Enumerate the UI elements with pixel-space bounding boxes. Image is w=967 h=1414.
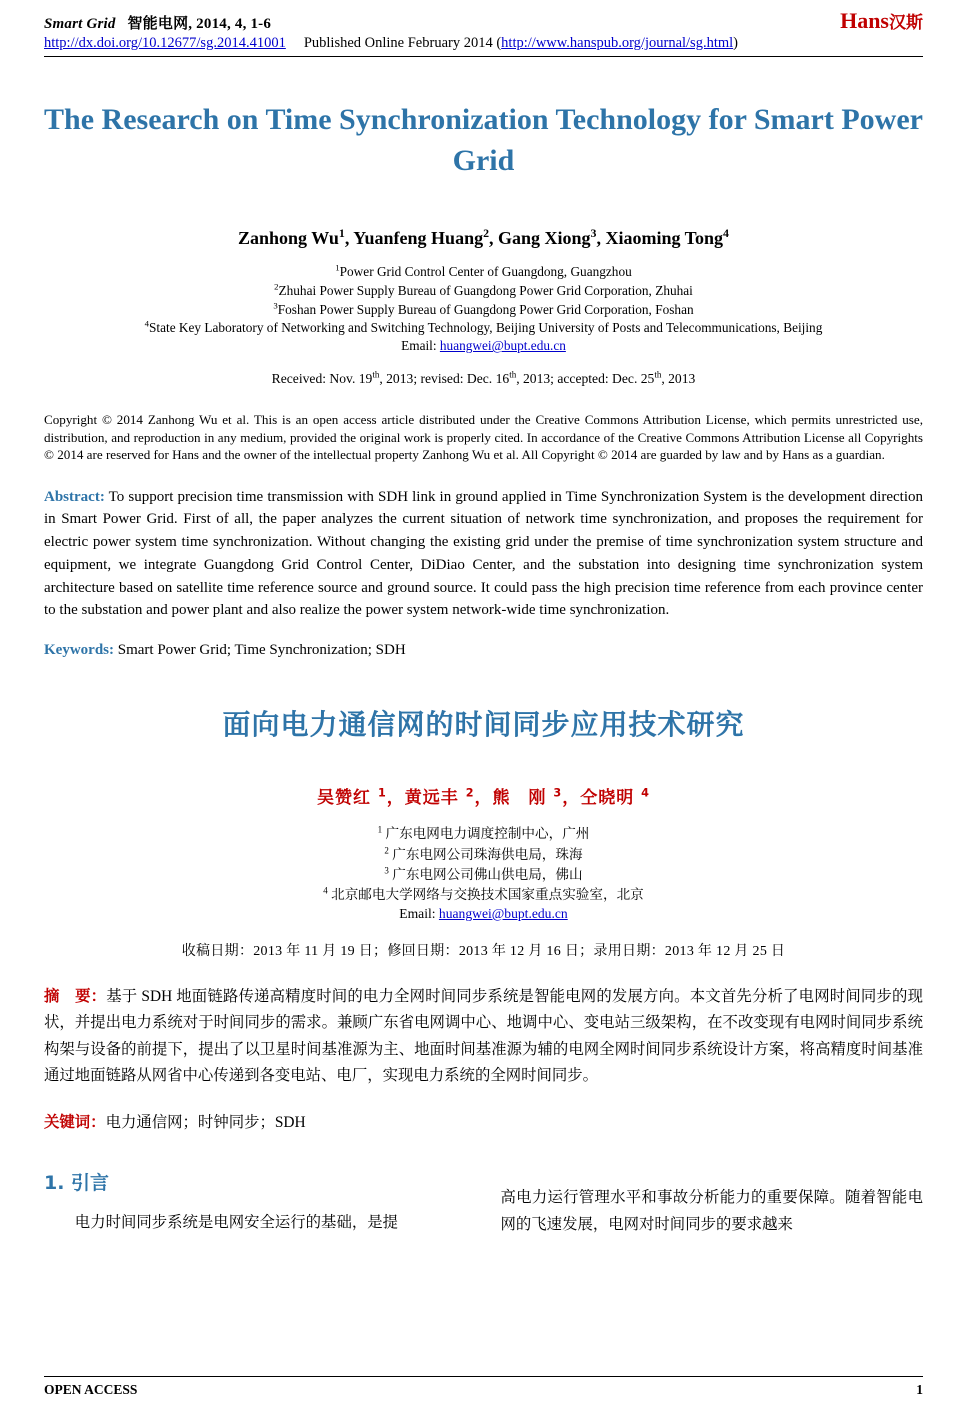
affiliation-item-cn: $^2$ 广东电网公司珠海供电局，珠海 <box>384 845 583 862</box>
keywords-text-cn: 电力通信网；时钟同步；SDH <box>105 1113 306 1131</box>
email-label: Email: <box>401 338 440 354</box>
page-title-en: The Research on Time Synchronization Technology for Smart Power Grid <box>44 103 923 178</box>
keywords-label-cn: 关键词： <box>44 1113 106 1131</box>
affiliation-item-cn: $^4$ 北京邮电大学网络与交换技术国家重点实验室，北京 <box>323 885 644 903</box>
hans-logo-text: Hans <box>840 8 889 33</box>
journal-url-link[interactable]: http://www.hanspub.org/journal/sg.html <box>501 35 734 51</box>
header-doi-line <box>44 35 923 52</box>
footer-divider <box>44 1376 923 1377</box>
published-close-paren: ) <box>733 35 739 51</box>
affiliation-text-cn: 北京邮电大学网络与交换技术国家重点实验室，北京 <box>331 887 644 903</box>
affiliation-text-cn: 广东电网公司佛山供电局，佛山 <box>392 867 583 883</box>
body-paragraph-right: 高电力运行管理水平和事故分析能力的重要保障。随着智能电网的飞速发展，电网对时间同步的要求越来 <box>500 1188 923 1234</box>
affiliation-item-cn: $^3$ 广东电网公司佛山供电局，佛山 <box>384 865 583 883</box>
affiliation-text: Foshan Power Supply Bureau of Guangdong Power Grid Corporation, Foshan <box>277 301 694 317</box>
page-header <box>44 10 923 33</box>
dates-cn: 收稿日期：2013 年 11 月 19 日；修回日期：2013 年 12 月 16 日；录用日期：2013 年 12 月 25 日 <box>181 943 786 959</box>
body-paragraph-left: 电力时间同步系统是电网安全运行的基础，是提 <box>74 1213 399 1231</box>
abstract-en <box>44 486 923 623</box>
hans-logo-text-cn: 汉斯 <box>889 13 923 32</box>
abstract-text: To support precision time transmission with SDH link in ground applied in Time Synchronization System is the development direction in Smart Power Grid. First of all, the paper analyzes the current situation of network time synchronization, and proposes the requirement for electric power system time synchronization. Without changing the existing grid under the premise of time synchronization system structure and equipment, we integrate Guangdong Grid Control Center, DiDiao Center, and the substation into designing time synchronization system architecture based on satellite time reference source and ground source. It could pass the high precision time reference from each province center to the substation and power plant and also realize the power system network-wide time synchronization. <box>44 488 923 619</box>
section-1-right <box>501 1132 924 1239</box>
email-label-cn: Email: <box>399 905 439 921</box>
affiliation-text-cn: 广东电网电力调度控制中心，广州 <box>385 826 590 842</box>
header-divider <box>44 56 923 57</box>
section-1-heading: 1. 引言 <box>44 1171 110 1194</box>
affiliation-item-cn: $^1$ 广东电网电力调度控制中心，广州 <box>377 824 590 842</box>
authors-en: Zanhong Wu$^1$, Yuanfeng Huang$^2$, Gang Xiong$^3$, Xiaoming Tong$^4$ <box>238 225 729 248</box>
open-access-label: OPEN ACCESS <box>44 1382 138 1397</box>
section-1-wrapper <box>44 1132 923 1239</box>
affiliation-text-cn: 广东电网公司珠海供电局，珠海 <box>392 846 583 862</box>
email-link-cn[interactable]: huangwei@bupt.edu.cn <box>438 905 568 921</box>
journal-name-cn: 智能电网, 2014, 4, 1-6 <box>127 16 272 32</box>
body-column-left <box>44 1209 467 1236</box>
affiliations-en <box>44 263 923 339</box>
section-1-left <box>44 1132 467 1239</box>
copyright-notice: Copyright © 2014 Zanhong Wu et al. This is an open access article distributed under the Creative Commons Attribution License, which permits unrestricted use, distribution, and reproduction in any medium, provided the original work is properly cited. In accordance of the Creative Commons Attribution License all Copyrights © 2014 are reserved for Hans and the owner of the intellectual property Zanhong Wu et al. All Copyright © 2014 are guarded by law and by Hans as a guardian. <box>44 412 923 463</box>
page-footer <box>44 1376 923 1398</box>
abstract-text-cn: 基于 SDH 地面链路传递高精度时间的电力全网时间同步系统是智能电网的发展方向。本文首先分析了电网时间同步的现状，并提出电力系统对于时间同步的需求。兼顾广东省电网调中心、地调中心、变电站三级架构，在不改变现有电网时间同步系统构架与设备的前提下，提出了以卫星时间基准源为主、地面时间基准源为辅的电网全网时间同步系统设计方案，将高精度时间基准通过地面链路从网省中心传递到各变电站、电厂，实现电力系统的全网时间同步。 <box>44 987 923 1085</box>
email-line-en <box>44 338 923 354</box>
affiliation-item: $^1$Power Grid Control Center of Guangdong, Guangzhou <box>335 262 632 279</box>
affiliations-cn <box>44 824 923 906</box>
page-number: 1 <box>916 1382 923 1397</box>
body-column-right <box>501 1184 924 1239</box>
abstract-label: Abstract: <box>44 488 105 505</box>
affiliation-text: Zhuhai Power Supply Bureau of Guangdong Power Grid Corporation, Zhuhai <box>278 282 693 298</box>
published-text: Published Online February 2014 ( <box>303 35 502 51</box>
doi-link[interactable]: http://dx.doi.org/10.12677/sg.2014.41001 <box>44 35 286 51</box>
affiliation-item: $^2$Zhuhai Power Supply Bureau of Guangdong Power Grid Corporation, Zhuhai <box>274 281 693 298</box>
email-line-cn <box>44 906 923 922</box>
affiliation-item: $^4$State Key Laboratory of Networking and Switching Technology, Beijing University of Posts and Telecommunications, Beijing <box>144 318 823 336</box>
authors-cn: 吴赞红 $^1$，黄远丰 $^2$，熊 刚 $^3$，仝晓明 $^4$ <box>317 786 650 809</box>
email-link[interactable]: huangwei@bupt.edu.cn <box>439 338 566 354</box>
affiliation-item: $^3$Foshan Power Supply Bureau of Guangdong Power Grid Corporation, Foshan <box>273 300 694 317</box>
keywords-cn <box>44 1110 923 1132</box>
affiliation-text: Power Grid Control Center of Guangdong, Guangzhou <box>339 263 632 279</box>
abstract-label-cn: 摘 要： <box>44 987 107 1005</box>
keywords-label: Keywords: <box>44 642 114 659</box>
dates-en: Received: Nov. 19th, 2013; revised: Dec. 16th, 2013; accepted: Dec. 25th, 2013 <box>271 369 696 387</box>
keywords-text: Smart Power Grid; Time Synchronization; SDH <box>114 642 406 659</box>
affiliation-text: State Key Laboratory of Networking and Switching Technology, Beijing University of Posts and Telecommunications, Beijing <box>149 320 823 336</box>
journal-name: Smart Grid <box>44 16 116 32</box>
keywords-en <box>44 642 923 659</box>
abstract-cn <box>44 984 923 1090</box>
hans-logo <box>840 10 923 32</box>
page-title-cn: 面向电力通信网的时间同步应用技术研究 <box>222 708 745 742</box>
journal-reference <box>44 10 271 33</box>
